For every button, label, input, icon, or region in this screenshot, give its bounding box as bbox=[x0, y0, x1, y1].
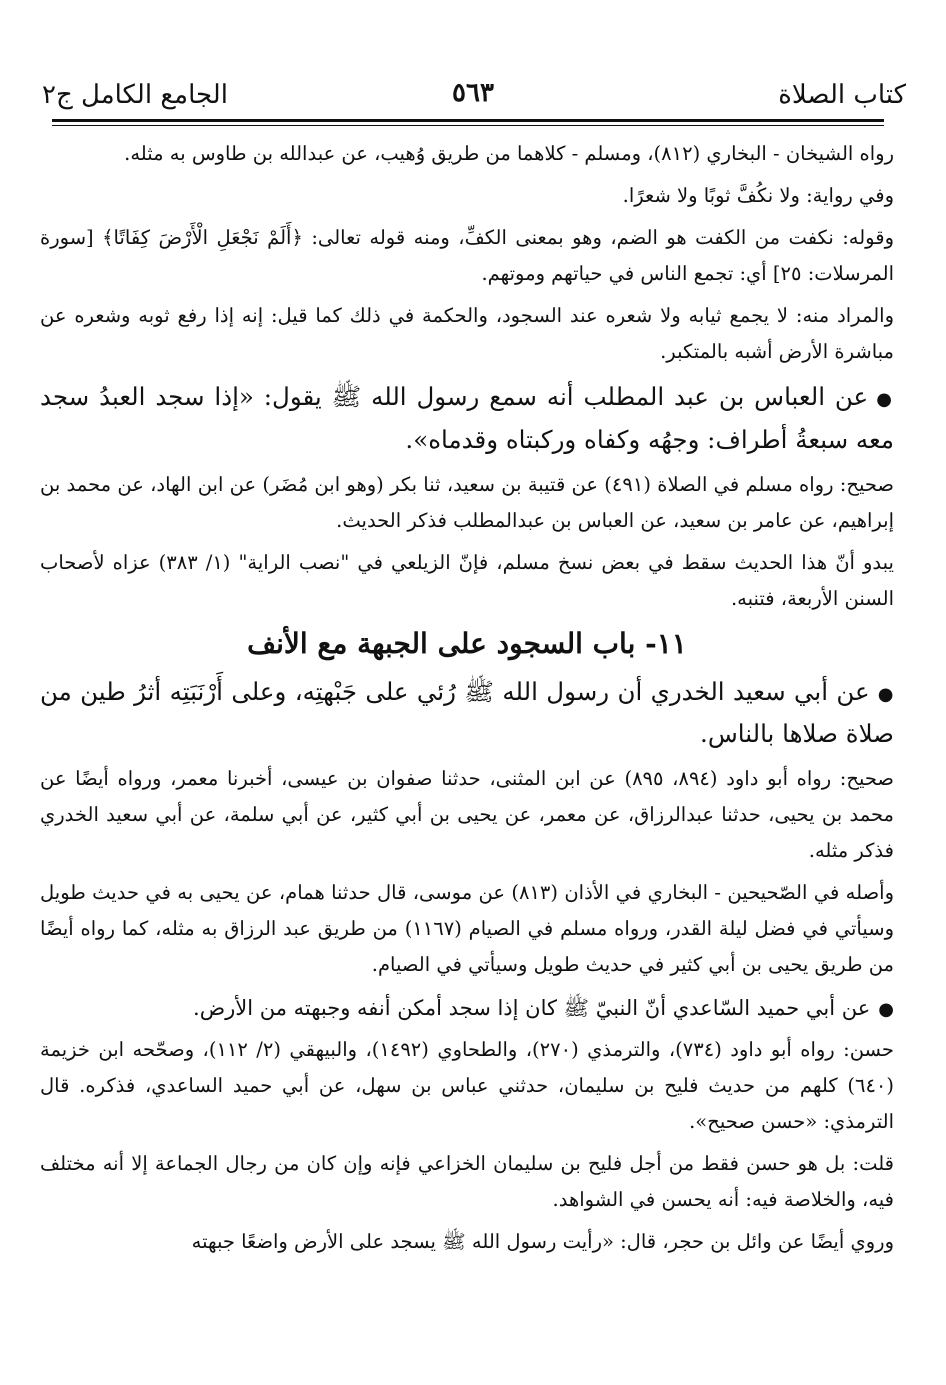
bullet-icon: ● bbox=[878, 998, 894, 1020]
commentary-paragraph: وأصله في الصّحيحين - البخاري في الأذان (٨١٣) عن موسى، قال حدثنا همام، عن يحيى به في حديث طويل وسيأتي في فضل ليلة القدر، ورواه مسلم في الصيام (١١٦٧) من طريق عبد الرزاق به مثله، كما رواه أيضًا من طريق يحيى بن أبي كثير في حديث طويل وسيأتي في الصيام. bbox=[40, 881, 894, 977]
hadith-text bbox=[40, 671, 894, 755]
book-running-title: الجامع الكامل ج٢ bbox=[42, 80, 228, 110]
commentary-paragraph: وروي أيضًا عن وائل بن حجر، قال: «رأيت رسول الله ﷺ يسجد على الأرض واضعًا جبهته bbox=[191, 1229, 894, 1253]
page-header bbox=[32, 72, 914, 122]
commentary-paragraph: وفي رواية: ولا نكُفَّ ثوبًا ولا شعرًا. bbox=[622, 184, 894, 208]
commentary-paragraph: رواه الشيخان - البخاري (٨١٢)، ومسلم - كلاهما من طريق وُهيب، عن عبدالله بن طاوس به مثله. bbox=[124, 142, 894, 165]
hadith-body: عن العباس بن عبد المطلب أنه سمع رسول الله ﷺ يقول: «إذا سجد العبدُ سجد معه سبعةُ أطراف: وجهُه وكفاه وركبتاه وقدماه». bbox=[40, 382, 894, 454]
chapter-running-title: كتاب الصلاة bbox=[778, 80, 906, 110]
commentary-paragraph: حسن: رواه أبو داود (٧٣٤)، والترمذي (٢٧٠)، والطحاوي (١٤٩٢)، والبيهقي (٢/ ١١٢)، وصحّحه ابن خزيمة (٦٤٠) كلهم من حديث فليح بن سليمان، حدثني عباس بن سهل، عن أبي حميد الساعدي، فذكره. قال الترمذي: «حسن صحيح». bbox=[40, 1037, 894, 1133]
commentary-paragraph: وقوله: نكفت من الكفت هو الضم، وهو بمعنى الكفِّ، ومنه قوله تعالى: ﴿أَلَمْ نَجْعَلِ الْأَرْضَ كِفَاتًا﴾ [سورة المرسلات: ٢٥] أي: تجمع الناس في حياتهم وموتهم. bbox=[40, 226, 894, 286]
bullet-icon: ● bbox=[877, 683, 894, 705]
header-rule-thin bbox=[52, 125, 884, 126]
header-rule-thick bbox=[52, 119, 884, 122]
chapter-heading: ١١- باب السجود على الجبهة مع الأنف bbox=[247, 626, 687, 660]
commentary-paragraph: قلت: بل هو حسن فقط من أجل فليح بن سليمان الخزاعي فإنه وإن كان من رجال الجماعة إلا أنه مختلف فيه، والخلاصة فيه: أنه يحسن في الشواهد. bbox=[40, 1151, 894, 1211]
page-number: ٥٦٣ bbox=[452, 78, 494, 108]
page-body bbox=[40, 136, 894, 1266]
hadith-body: عن أبي حميد السّاعدي أنّ النبيّ ﷺ كان إذا سجد أمكن أنفه وجبهته من الأرض. bbox=[193, 995, 871, 1020]
bullet-icon: ● bbox=[876, 389, 894, 411]
hadith-text bbox=[40, 376, 894, 460]
commentary-paragraph: صحيح: رواه مسلم في الصلاة (٤٩١) عن قتيبة بن سعيد، ثنا بكر (وهو ابن مُضَر) عن ابن الهاد، عن محمد بن إبراهيم، عن عامر بن سعيد، عن العباس بن عبدالمطلب فذكر الحديث. bbox=[40, 472, 894, 532]
hadith-text bbox=[40, 990, 894, 1026]
commentary-paragraph: يبدو أنّ هذا الحديث سقط في بعض نسخ مسلم، فإنّ الزيلعي في "نصب الراية" (١/ ٣٨٣) عزاه لأصحاب السنن الأربعة، فتنبه. bbox=[40, 550, 894, 610]
hadith-body: عن أبي سعيد الخدري أن رسول الله ﷺ رُئي على جَبْهتِه، وعلى أَرْنَبَتِه أثرُ طين من صلاة صلاها بالناس. bbox=[40, 676, 894, 748]
commentary-paragraph: صحيح: رواه أبو داود (٨٩٤، ٨٩٥) عن ابن المثنى، حدثنا صفوان بن عيسى، أخبرنا معمر، ورواه أيضًا عن محمد بن يحيى، حدثنا عبدالرزاق، عن معمر، عن يحيى بن أبي كثير، عن أبي سلمة، عن أبي سعيد الخدري فذكر مثله. bbox=[40, 767, 894, 863]
commentary-paragraph: والمراد منه: لا يجمع ثيابه ولا شعره عند السجود، والحكمة في ذلك كما قيل: إنه إذا رفع ثوبه وشعره عن مباشرة الأرض أشبه بالمتكبر. bbox=[40, 304, 894, 364]
